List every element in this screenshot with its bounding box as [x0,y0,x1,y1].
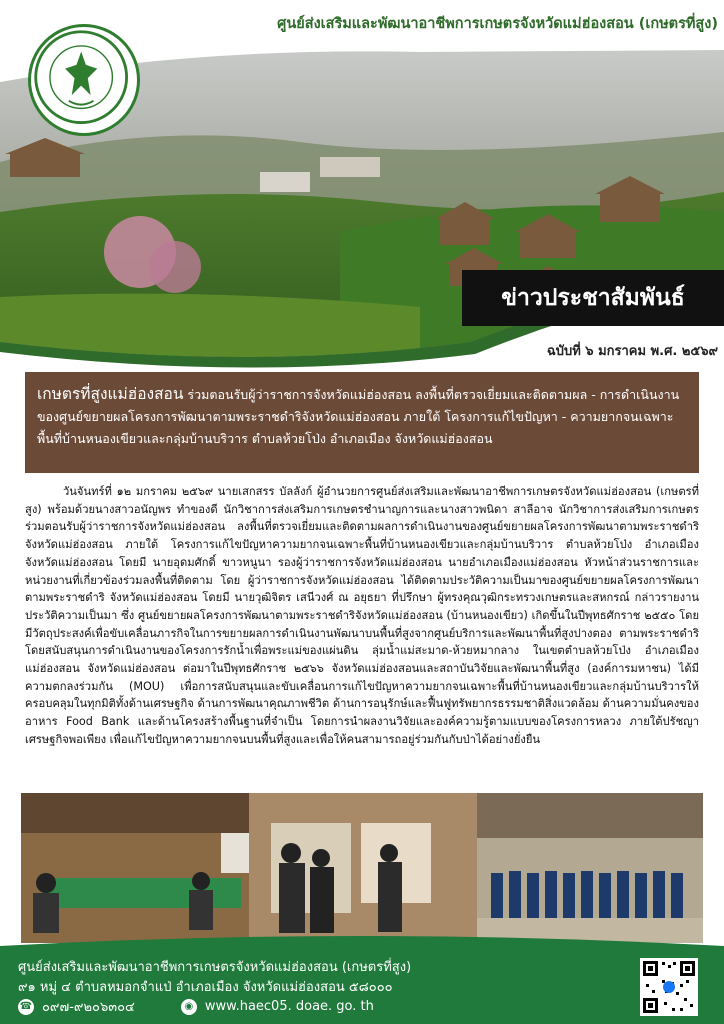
photo-meeting [21,793,249,943]
issue-date: ฉบับที่ ๖ มกราคม พ.ศ. ๒๕๖๙ [546,344,718,359]
news-banner: ข่าวประชาสัมพันธ์ [462,270,724,326]
photo-strip [21,793,703,943]
globe-icon: ◉ [181,999,197,1015]
photo-group [477,793,703,943]
headline-text: ร่วมตอนรับผู้ว่าราชการจังหวัดแม่ฮ่องสอน ลงพื้นที่ตรวจเยี่ยมและติดตามผล - การดำเนินงานของศูนย์ขยายผลโครงการพัฒนาตามพระราชดำริจังหวัดแม่ฮ่องสอน ภายใต้ โครงการแก้ไขปัญหา - ความยากจนเฉพาะพื้นที่บ้านหนองเขียวและกลุ่มบ้านบริวาร ตำบลห้วยโป่ง อำเภอเมือง จังหวัดแม่ฮ่องสอน [37,387,680,446]
footer-phone: ๐๙๗-๙๒๐๖๓๐๔ [42,1000,135,1015]
footer-org: ศูนย์ส่งเสริมและพัฒนาอาชีพการเกษตรจังหวัดแม่ฮ่องสอน (เกษตรที่สูง) [18,960,412,975]
body-paragraph: วันจันทร์ที่ ๑๒ มกราคม ๒๕๖๙ นายเสกสรร บัลลังก์ ผู้อำนวยการศูนย์ส่งเสริมและพัฒนาอาชีพการเกษตรจังหวัดแม่ฮ่องสอน (เกษตรที่สูง) พร้อมด้วยนางสาวอนัญพร ทำของดี นักวิชาการส่งเสริมการเกษตรชำนาญการและนางสาวพนิดา สาลีอาจ นักวิชาการส่งเสริมการเกษตร ร่วมตอนรับผู้ว่าราชการจังหวัดแม่ฮ่องสอน ลงพื้นที่ตรวจเยี่ยมและติดตามผลการดำเนินงานของศูนย์ขยายผลโครงการพัฒนาตามพระราชดำริจังหวัดแม่ฮ่องสอน ภายใต้ โครงการแก้ไขปัญหาความยากจนเฉพาะพื้นที่บ้านหนองเขียวและกลุ่มบ้านบริวาร ตำบลห้วยโป่ง อำเภอเมือง จังหวัดแม่ฮ่องสอน โดยมี นายอุดมศักดิ์ ขาวหนูนา รองผู้ว่าราชการจังหวัดแม่ฮ่องสอน นายอำเภอเมืองแม่ฮ่องสอน หัวหน้าส่วนราชการและหน่วยงานที่เกี่ยวข้องร่วมลงพื้นที่ติดตาม โดย ผู้ว่าราชการจังหวัดแม่ฮ่องสอน ได้ติดตามประวัติความเป็นมาของศูนย์ขยายผลโครงการพัฒนาตามพระราชดำริ จังหวัดแม่ฮ่องสอน โดยมี นายวุฒิจิตร เสนีวงศ์ ณ อยุธยา ที่ปรึกษา ผู้ทรงคุณวุฒิกระทรวงเกษตรและสหกรณ์ กล่าวรายงานประวัติความเป็นมา ซึ่ง ศูนย์ขยายผลโครงการพัฒนาตามพระราชดำริจังหวัดแม่ฮ่องสอน (บ้านหนองเขียว) เกิดขึ้นในปีพุทธศักราช ๒๕๕๐ โดยมีวัตถุประสงค์เพื่อขับเคลื่อนภารกิจในการขยายผลการดำเนินงานพัฒนาบนพื้นที่สูงจากศูนย์บริการและพัฒนาพื้นที่สูงปางตอง ตามพระราชดำริ โดยสนับสนุนการดำเนินงานของโครงการรักน้ำเพื่อพระแม่ของแผ่นดิน ลุ่มน้ำแม่สะมาด-ห้วยหมากลาง ในเขตตำบลห้วยโป่ง อำเภอเมืองแม่ฮ่องสอน จังหวัดแม่ฮ่องสอน ต่อมาในปีพุทธศักราช ๒๕๖๖ จังหวัดแม่ฮ่องสอนและสถาบันวิจัยและพัฒนาพื้นที่สูง (องค์การมหาชน) ได้มีความตกลงร่วมกัน (MOU) เพื่อการสนับสนุนและขับเคลื่อนการแก้ไขปัญหาความยากจนเฉพาะพื้นที่บ้านหนองเขียวและกลุ่มบ้านบริวารให้ครอบคลุมในทุกมิติทั้งด้านเศรษฐกิจ ด้านการพัฒนาคุณภาพชีวิต ด้านการอนุรักษ์และฟื้นฟูทรัพยากรธรรมชาติสิ่งแวดล้อม ด้านความมั่นคงของอาหาร Food Bank และด้านโครงสร้างพื้นฐานที่จำเป็น โดยการนำผลงานวิจัยและองค์ความรู้ตามแบบของโครงการหลวง ภายใต้ปรัชญาเศรษฐกิจพอเพียง เพื่อแก้ไขปัญหาความยากจนบนพื้นที่สูงและเพื่อให้คนสามารถอยู่ร่วมกันกับป่าได้อย่างยั่งยืน [25,485,699,746]
headline-lead: เกษตรที่สูงแม่ฮ่องสอน [37,385,184,403]
footer-address: ๙๑ หมู่ ๔ ตำบลหมอกจำแป่ อำเภอเมือง จังหวัดแม่ฮ่องสอน ๕๘๐๐๐ [18,980,393,995]
phone-icon: ☎ [18,999,34,1015]
header-title: ศูนย์ส่งเสริมและพัฒนาอาชีพการเกษตรจังหวัดแม่ฮ่องสอน (เกษตรที่สูง) [277,16,718,32]
footer-website[interactable]: www.haec05. doae. go. th [204,999,374,1014]
department-logo [28,24,140,136]
photo-presentation [249,793,477,943]
footer [0,946,724,1024]
qr-code[interactable] [640,958,698,1016]
footer-contact [18,996,374,1017]
headline-box [25,372,699,473]
